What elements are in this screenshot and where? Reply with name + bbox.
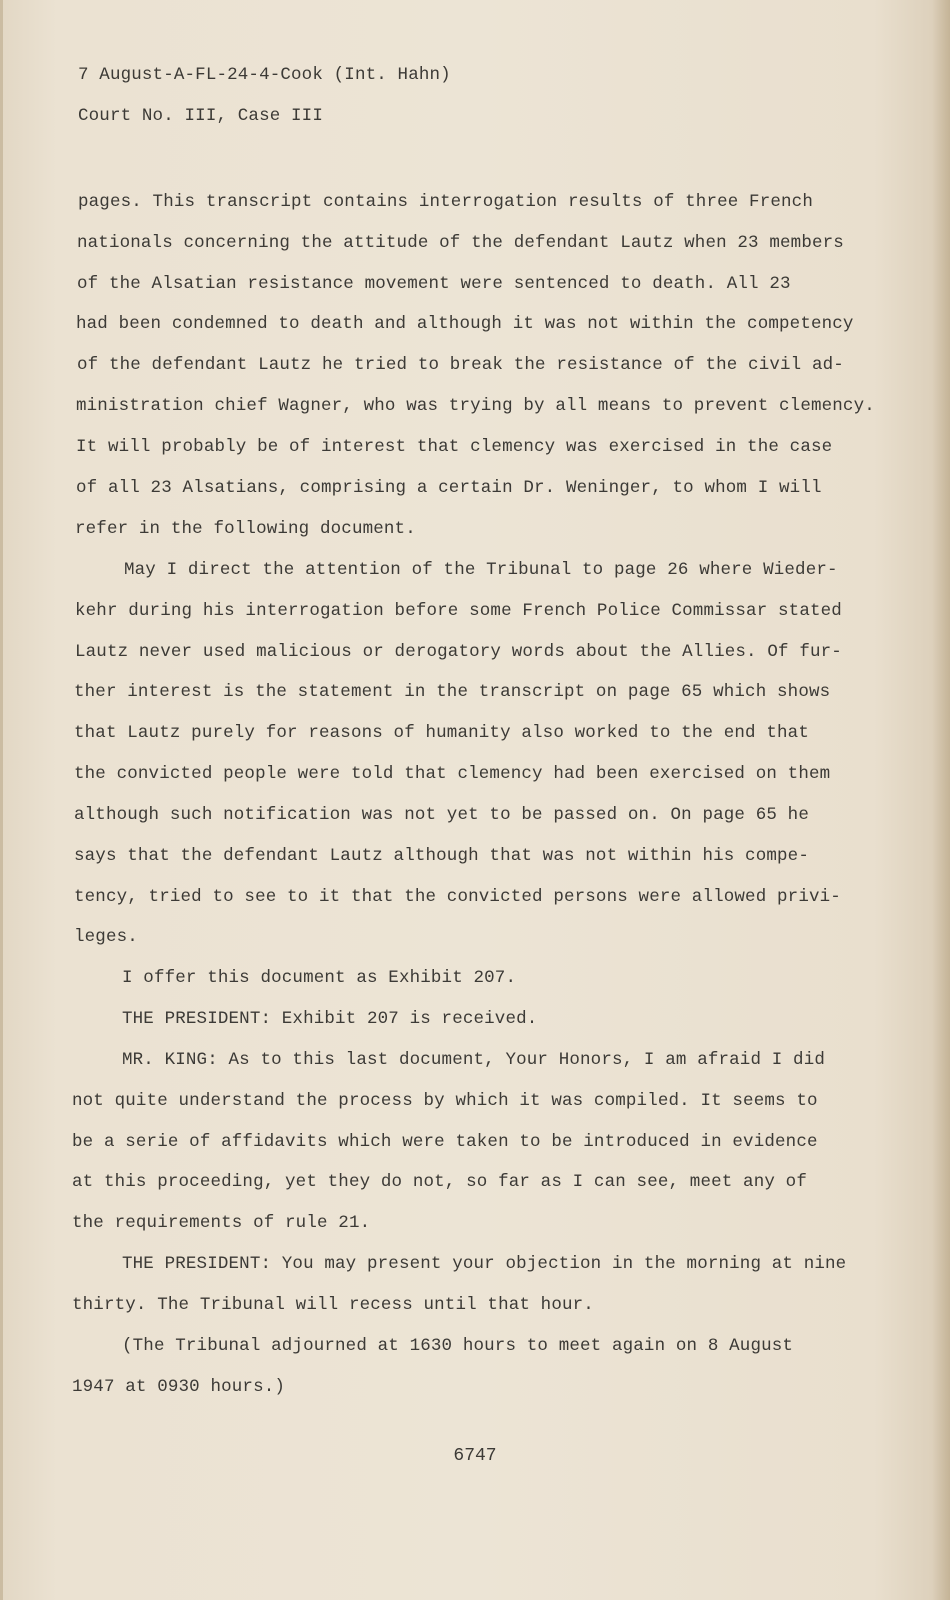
- text-line: says that the defendant Lautz although that was not within his compe-: [74, 846, 809, 866]
- text-line: had been condemned to death and although it was not within the competency: [76, 314, 854, 334]
- page-number: 6747: [453, 1446, 497, 1466]
- text-line: THE PRESIDENT: Exhibit 207 is received.: [122, 1009, 538, 1029]
- text-line: May I direct the attention of the Tribunal to page 26 where Wieder-: [124, 560, 838, 580]
- text-line: of all 23 Alsatians, comprising a certain Dr. Weninger, to whom I will: [76, 478, 822, 498]
- text-line: THE PRESIDENT: You may present your objection in the morning at nine: [122, 1254, 847, 1274]
- text-line: Lautz never used malicious or derogatory words about the Allies. Of fur-: [75, 642, 842, 662]
- text-line: MR. KING: As to this last document, Your Honors, I am afraid I did: [122, 1050, 826, 1070]
- text-line: ther interest is the statement in the transcript on page 65 which shows: [74, 682, 831, 702]
- text-line: nationals concerning the attitude of the defendant Lautz when 23 members: [77, 233, 844, 253]
- text-line: I offer this document as Exhibit 207.: [122, 968, 517, 988]
- text-line: be a serie of affidavits which were taken to be introduced in evidence: [72, 1132, 818, 1152]
- text-line: of the Alsatian resistance movement were sentenced to death. All 23: [77, 274, 791, 294]
- text-line: leges.: [74, 927, 138, 947]
- text-line: that Lautz purely for reasons of humanity also worked to the end that: [74, 723, 809, 743]
- text-line: (The Tribunal adjourned at 1630 hours to meet again on 8 August: [122, 1336, 794, 1356]
- text-line: not quite understand the process by which it was compiled. It seems to: [72, 1091, 818, 1111]
- text-line: pages. This transcript contains interrogation results of three French: [78, 192, 813, 212]
- text-line: kehr during his interrogation before some French Police Commissar stated: [75, 601, 842, 621]
- header-session-line: 7 August-A-FL-24-4-Cook (Int. Hahn): [78, 65, 451, 85]
- text-line: of the defendant Lautz he tried to break the resistance of the civil ad-: [77, 355, 844, 375]
- text-line: the requirements of rule 21.: [72, 1213, 371, 1233]
- text-line: It will probably be of interest that clemency was exercised in the case: [76, 437, 833, 457]
- header-court-line: Court No. III, Case III: [78, 106, 323, 126]
- text-line: refer in the following document.: [75, 519, 416, 539]
- text-line: tency, tried to see to it that the convicted persons were allowed privi-: [74, 887, 841, 907]
- text-line: the convicted people were told that clemency had been exercised on them: [74, 764, 831, 784]
- text-line: at this proceeding, yet they do not, so far as I can see, meet any of: [72, 1172, 807, 1192]
- text-line: 1947 at 0930 hours.): [72, 1377, 286, 1397]
- text-line: ministration chief Wagner, who was trying by all means to prevent clemency.: [76, 396, 875, 416]
- text-line: thirty. The Tribunal will recess until that hour.: [72, 1295, 594, 1315]
- text-line: although such notification was not yet to be passed on. On page 65 he: [74, 805, 809, 825]
